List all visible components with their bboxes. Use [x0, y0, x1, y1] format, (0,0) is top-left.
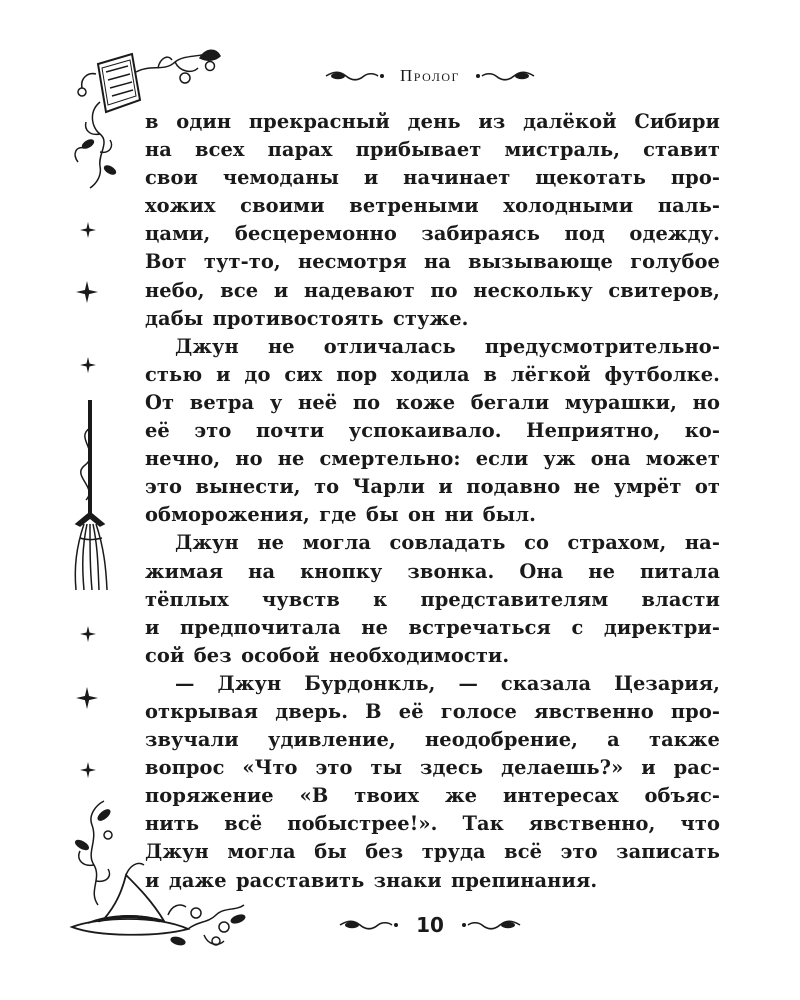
- body-text: [145, 108, 720, 895]
- text-line: Вот тут-то, несмотря на вызывающе голубое: [145, 250, 720, 274]
- text-line: вопрос «Что это ты здесь делаешь?» и рас-: [145, 756, 720, 780]
- text-line: это вынести, то Чарли и подавно не умрёт от: [145, 475, 720, 499]
- text-line: поряжение «В твоих же интересах объяс-: [145, 784, 720, 808]
- text-line: стью и до сих пор ходила в лёгкой футболке.: [145, 362, 720, 386]
- sparkle-icon: [80, 762, 96, 778]
- header-right-flourish-icon: [474, 69, 536, 83]
- text-line: нечно, но не смертельно: если уж она может: [145, 447, 720, 471]
- witch-hat-vine-ornament-icon: [68, 795, 258, 950]
- paragraph: [145, 529, 720, 669]
- text-line: хожих своими ветреными холодными паль-: [145, 194, 720, 218]
- text-line: и предпочитала не встречаться с директри-: [145, 615, 720, 639]
- text-line: цами, бесцеремонно забираясь под одежду.: [145, 222, 720, 246]
- text-line: небо, все и надевают по нескольку свитеров,: [145, 278, 720, 302]
- text-line: нить всё побыстрее!». Так явственно, что: [145, 812, 720, 836]
- spellbook-vine-ornament-icon: [70, 42, 240, 192]
- sparkle-icon: [76, 281, 98, 303]
- text-line: сой без особой необходимости.: [145, 643, 510, 667]
- footer-left-flourish-icon: [338, 918, 400, 932]
- page-number: 10: [416, 913, 444, 937]
- text-line: дабы противостоять стуже.: [145, 306, 469, 330]
- text-line: открывая дверь. В её голосе явственно про-: [145, 699, 720, 723]
- footer-right-flourish-icon: [460, 918, 522, 932]
- text-line: От ветра у неё по коже бегали мурашки, но: [145, 390, 720, 414]
- text-line: свои чемоданы и начинает щекотать про-: [145, 166, 720, 190]
- text-line: на всех парах прибывает мистраль, ставит: [145, 138, 720, 162]
- header-left-flourish-icon: [324, 69, 386, 83]
- text-line: в один прекрасный день из далёкой Сибири: [145, 110, 720, 133]
- text-line: обморожения, где бы он ни был.: [145, 503, 536, 527]
- text-line: звучали удивление, неодобрение, а также: [145, 728, 720, 752]
- sparkle-icon: [76, 687, 98, 709]
- sparkle-icon: [80, 222, 96, 238]
- text-line: Джун могла бы без труда всё это записать: [145, 840, 720, 864]
- chapter-title: Пролог: [400, 66, 460, 85]
- text-line: тёплых чувств к представителям власти: [145, 587, 720, 611]
- paragraph: [145, 333, 720, 530]
- sparkle-icon: [80, 626, 96, 642]
- text-line: её это почти успокаивало. Неприятно, ко-: [145, 419, 720, 443]
- text-line: и даже расставить знаки препинания.: [145, 868, 598, 892]
- text-line: Джун не отличалась предусмотрительно-: [175, 334, 720, 358]
- page-footer: [330, 908, 530, 942]
- broom-icon: [66, 398, 116, 593]
- running-header: [300, 62, 560, 90]
- text-line: — Джун Бурдонкль, — сказала Цезария,: [175, 671, 720, 695]
- text-line: Джун не могла совладать со страхом, на-: [175, 531, 720, 555]
- text-line: жимая на кнопку звонка. Она не питала: [145, 559, 720, 583]
- sparkle-icon: [80, 357, 96, 373]
